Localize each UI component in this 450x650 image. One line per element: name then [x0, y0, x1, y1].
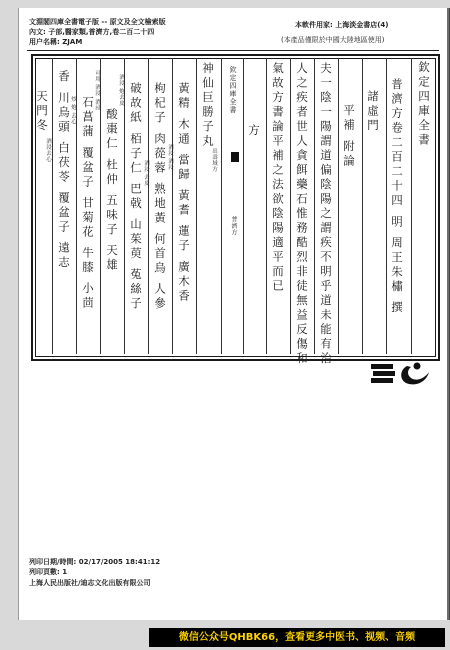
ingredient-note: 炒 炮 去心: [70, 96, 76, 125]
column-divider: [266, 58, 267, 354]
wechat-watermark-banner: 微信公众号QHBK66，查看更多中医书、视频、音频: [149, 628, 445, 647]
document-page: [18, 8, 449, 620]
publisher-logo-icon: [371, 358, 433, 388]
ingredient-column: 黃精 木通 當歸 黃耆 蓮子 廣木香: [177, 82, 191, 304]
ingredient-note: 酒浸 酒浸: [167, 144, 173, 171]
publisher-credit: 上海人民出版社/迪志文化出版有限公司: [29, 579, 151, 587]
margin-divider: [221, 58, 222, 354]
header-username: 用户名稱: ZJAM: [29, 38, 83, 46]
book-page-frame: [31, 54, 440, 367]
margin-book-title: 欽定四庫全書: [229, 66, 237, 114]
ingredient-note: 酒浸 去皮: [143, 160, 149, 187]
ingredient-note: 酒浸去心: [45, 138, 51, 162]
ingredient-column: 酸棗仁 杜仲 五味子 天雄: [105, 108, 119, 273]
margin-fang: 方: [247, 124, 261, 139]
ingredient-note: 可用 酒浸 酒浸: [94, 70, 100, 111]
ingredient-column: 香 川烏頭 白茯苓 覆盆子 遠志: [57, 70, 71, 271]
column-divider: [290, 58, 291, 354]
ingredient-column: 天門冬: [35, 90, 49, 134]
header-licensee: 本軟件用家: 上海淡金書店(4): [295, 21, 389, 29]
margin-book-name: 普濟方: [230, 216, 237, 236]
margin-divider: [243, 58, 244, 354]
column-divider: [386, 58, 387, 354]
print-date: 列印日期/時間: 02/17/2005 18:41:12: [29, 558, 161, 566]
text-column: 人之疾者世人貪餌藥石惟務酷烈非徒無益反傷和: [295, 62, 309, 367]
ingredient-column: 破故紙 栢子仁 巴戟 山茱萸 菟絲子: [129, 82, 143, 312]
column-divider: [196, 58, 197, 354]
column-divider: [148, 58, 149, 354]
section-heading: 諸虛門: [366, 90, 380, 134]
header-rule: [27, 50, 439, 51]
column-divider: [338, 58, 339, 354]
ingredient-column: 石菖蒲 覆盆子 甘菊花 牛膝 小茴: [81, 96, 95, 312]
volume-heading: 普濟方卷二百二十四 明 周王朱橚 撰: [390, 78, 404, 316]
column-divider: [172, 58, 173, 354]
book-title-vertical: 欽定四庫全書: [417, 61, 431, 148]
text-column: 氣故方書論平補之法欲陰陽適平而已: [271, 62, 285, 294]
fish-tail-mark: [231, 152, 239, 162]
recipe-name: 神仙巨勝子丸: [201, 62, 215, 149]
print-pages: 列印頁數: 1: [29, 568, 68, 576]
ingredient-note: 酒浸 炮去皮: [118, 74, 124, 107]
header-region-notice: (本產品僅限於中國大陸地區使用): [281, 36, 385, 44]
header-product: 文淵閣四庫全書電子版 -- 原文及全文檢索版: [29, 18, 166, 26]
column-divider: [314, 58, 315, 354]
ingredient-column: 枸杞子 肉蓯蓉 熟地黃 何首烏 人參: [153, 82, 167, 312]
column-divider: [52, 58, 53, 354]
column-divider: [362, 58, 363, 354]
header-content-path: 內文: 子部,醫家類,普濟方,卷二百二十四: [29, 28, 155, 36]
column-divider: [411, 58, 412, 354]
subsection-heading: 平補 附論: [342, 104, 356, 169]
text-column: 夫一陰一陽謂道偏陰陽之謂疾不明乎道未能有治: [319, 62, 333, 367]
recipe-source-note: 出壽域方: [211, 148, 217, 172]
